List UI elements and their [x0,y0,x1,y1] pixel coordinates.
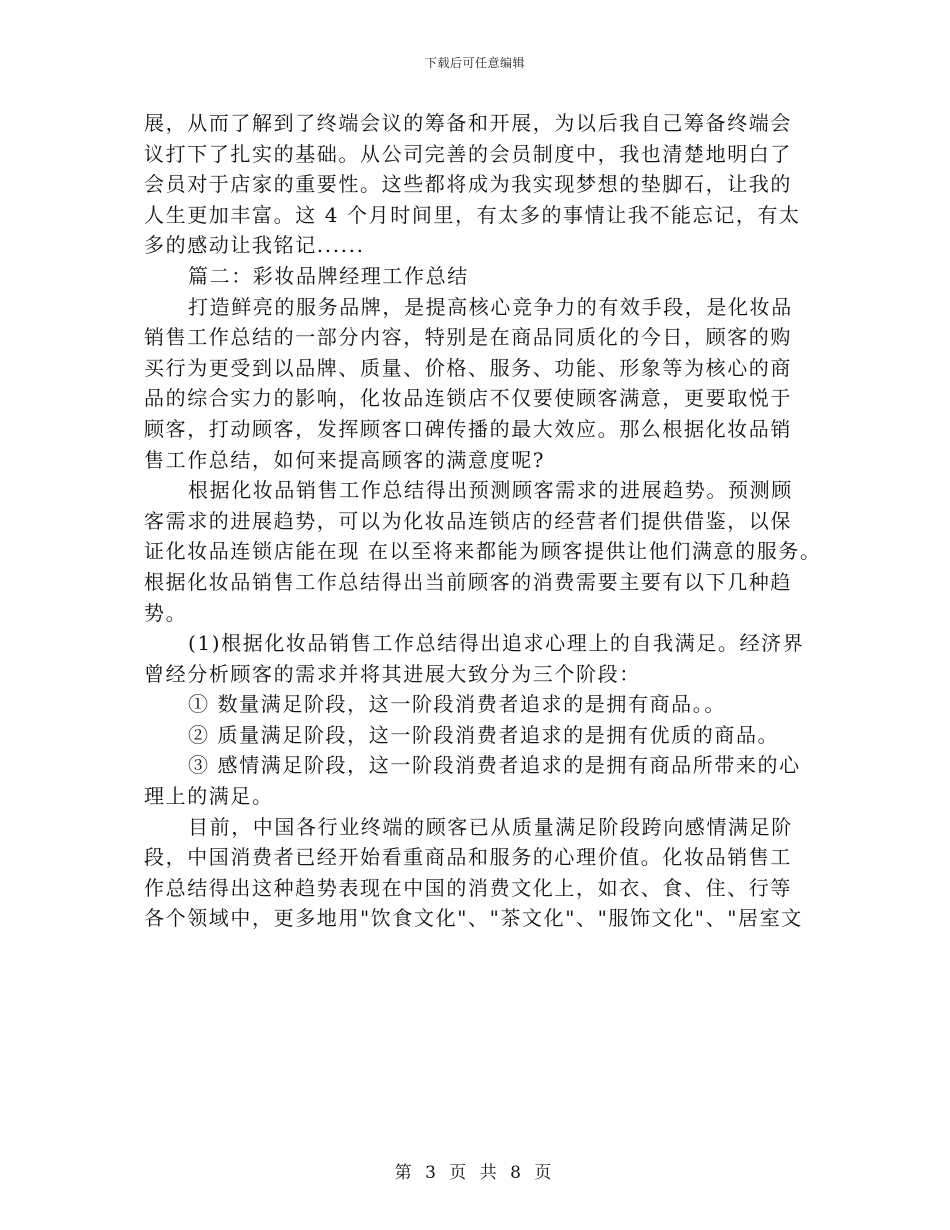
text-line: 多的感动让我铭记...... [144,233,365,258]
text-line: 证化妆品连锁店能在现 在以至将来都能为顾客提供让他们满意的服务。 [144,539,822,564]
text-line: 销售工作总结的一部分内容，特别是在商品同质化的今日，顾客的购 [144,325,792,350]
text-line: 作总结得出这种趋势表现在中国的消费文化上，如衣、食、住、行等 [144,875,792,900]
text-line: 议打下了扎实的基础。从公司完善的会员制度中，我也清楚地明白了 [144,141,792,166]
text-line: ① 数量满足阶段，这一阶段消费者追求的是拥有商品。。 [188,692,726,717]
text-line: 篇二：彩妆品牌经理工作总结 [188,263,469,288]
text-line: 品的综合实力的影响，化妆品连锁店不仅要使顾客满意，更要取悦于 [144,386,792,411]
text-line: 售工作总结，如何来提高顾客的满意度呢? [144,447,546,472]
text-line: 买行为更受到以品牌、质量、价格、服务、功能、形象等为核心的商 [144,355,792,380]
text-line: 顾客，打动顾客，发挥顾客口碑传播的最大效应。那么根据化妆品销 [144,416,792,441]
text-line: 势。 [144,600,188,625]
text-line: 打造鲜亮的服务品牌，是提高核心竞争力的有效手段，是化妆品 [188,294,793,319]
page-footer: 第 3 页 共 8 页 [394,1163,556,1183]
text-line: 段，中国消费者已经开始看重商品和服务的心理价值。化妆品销售工 [144,845,792,870]
text-line: 理上的满足。 [144,784,274,809]
document-body [144,108,824,934]
text-line: 人生更加丰富。这 4 个月时间里，有太多的事情让我不能忘记，有太 [144,202,801,227]
text-line: 客需求的进展趋势，可以为化妆品连锁店的经营者们提供借鉴，以保 [144,508,792,533]
text-line: 展，从而了解到了终端会议的筹备和开展，为以后我自己筹备终端会 [144,111,792,135]
page-header: 下载后可任意编辑 [424,56,525,70]
text-line: 根据化妆品销售工作总结得出当前顾客的消费需要主要有以下几种趋 [144,569,792,594]
text-line: ② 质量满足阶段，这一阶段消费者追求的是拥有优质的商品。 [188,722,780,747]
text-line: ③ 感情满足阶段，这一阶段消费者追求的是拥有商品所带来的心 [188,753,801,778]
text-line: 会员对于店家的重要性。这些都将成为我实现梦想的垫脚石，让我的 [144,172,792,197]
text-line: 各个领域中，更多地用"饮食文化"、"茶文化"、"服饰文化"、"居室文 [144,906,803,931]
text-line: 目前，中国各行业终端的顾客已从质量满足阶段跨向感情满足阶 [188,814,793,839]
text-line: 根据化妆品销售工作总结得出预测顾客需求的进展趋势。预测顾 [188,478,793,503]
text-line: 曾经分析顾客的需求并将其进展大致分为三个阶段： [144,661,641,686]
text-line: (1)根据化妆品销售工作总结得出追求心理上的自我满足。经济界 [188,631,805,656]
